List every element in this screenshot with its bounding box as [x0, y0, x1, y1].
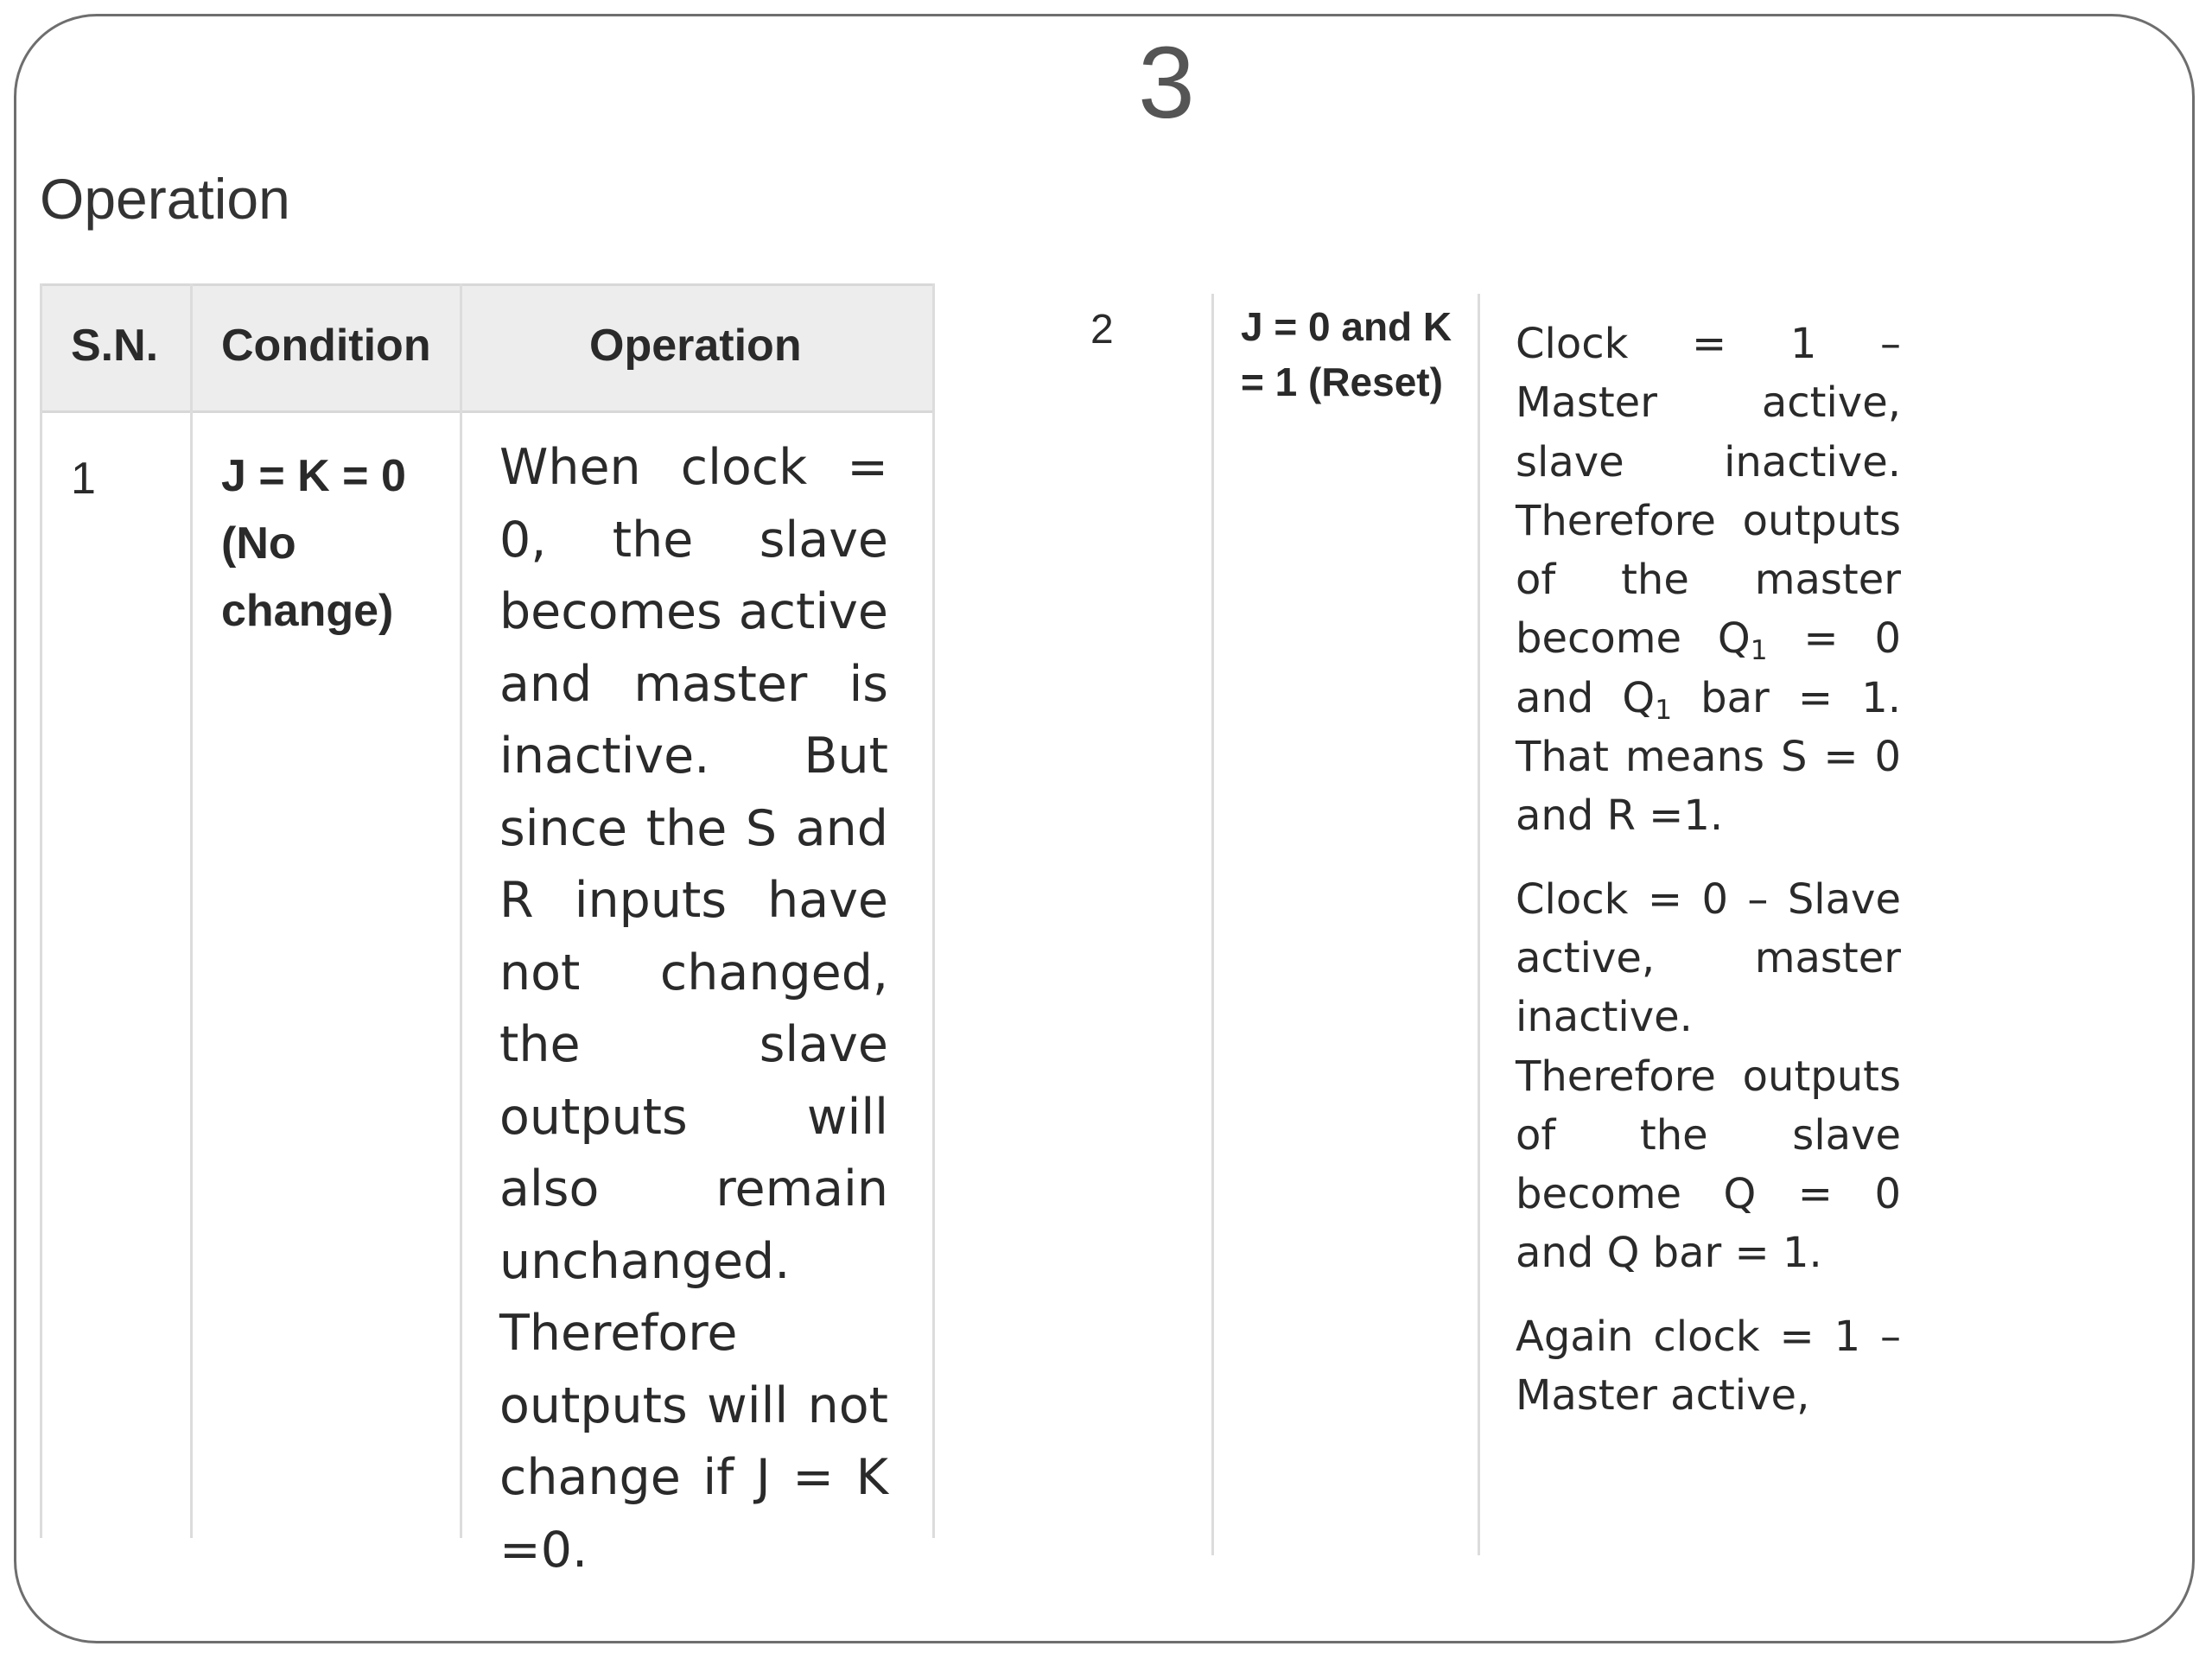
- operation-paragraph: Again clock = 1 – Master active,: [1516, 1312, 1901, 1421]
- header-operation: Operation: [589, 321, 802, 371]
- row-operation: When clock = 0, the slave becomes active and master is inactive. But since the S and R inputs have not changed, the slave outputs will also remain unchanged. Therefore outputs will not change if J = K =0.: [499, 439, 888, 1579]
- operation-table: [40, 283, 935, 1579]
- slide-number: 3: [1138, 26, 1195, 140]
- operation-table-continued: [1071, 285, 1936, 1555]
- header-sn: S.N.: [71, 321, 159, 371]
- column-divider: [460, 283, 462, 1538]
- row-condition: J = K = 0 (No change): [221, 451, 406, 636]
- table-border-right: [932, 283, 935, 1538]
- operation-paragraph: Clock = 0 – Slave active, master inactive. Therefore outputs of the slave become Q = 0 and Q bar = 1.: [1516, 874, 1901, 1278]
- row-sn: 2: [1090, 307, 1114, 353]
- operation-paragraph: Clock = 1 – Master active, slave inactive. Therefore outputs of the master become $Q_1 = 0$ and $Q_1$ bar = 1. That means S = 0 and R =1.: [1516, 320, 1902, 841]
- section-heading: Operation: [40, 167, 290, 231]
- column-divider: [1478, 294, 1480, 1555]
- row-sn: 1: [71, 454, 96, 504]
- column-divider: [1211, 294, 1214, 1555]
- row-operation: [1516, 315, 1901, 1449]
- row-condition: J = 0 and K = 1 (Reset): [1241, 304, 1452, 404]
- table-border-left: [40, 283, 42, 1538]
- header-condition: Condition: [221, 321, 431, 371]
- column-divider: [190, 283, 193, 1538]
